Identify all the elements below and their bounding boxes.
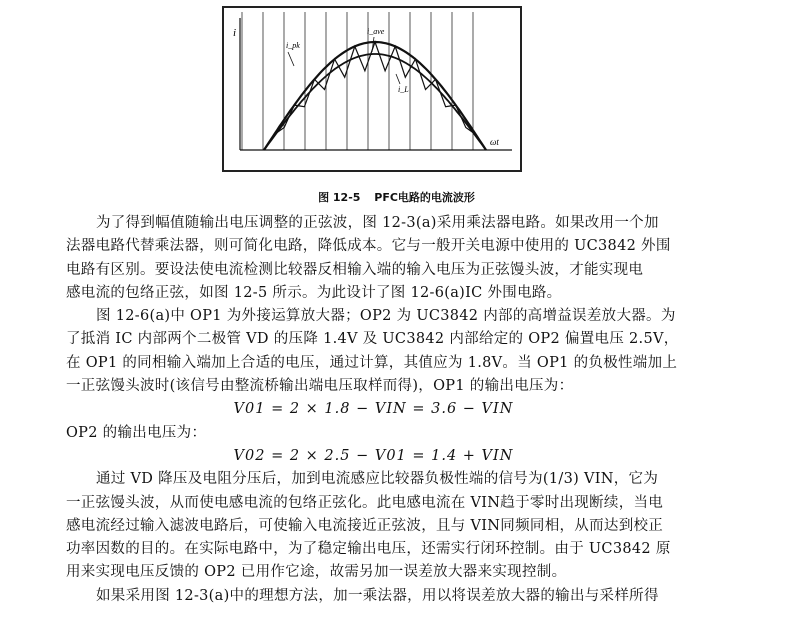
text-line: 电路有区别。要设法使电流检测比较器反相输入端的输入电压为正弦馒头波，才能实现电: [66, 261, 644, 278]
text-line: 在 OP1 的同相输入端加上合适的电压，通过计算，其值应为 1.8V。当 OP1 的负极性端加上: [66, 354, 678, 371]
peak-current-envelope: [264, 42, 486, 150]
il-label: i_L: [398, 85, 409, 94]
axis-i-label: i: [233, 27, 237, 39]
text-line: 功率因数的目的。在实际电路中，为了稳定输出电压，还需实行闭环控制。由于 UC3842 原: [66, 541, 671, 558]
il-leader-line: [396, 74, 400, 84]
figure-number: 图 12-5: [318, 191, 361, 204]
text-line: 感电流的包络正弦，如图 12-5 所示。为此设计了图 12-6(a)IC 外围电路。: [66, 284, 562, 301]
text-line: 图 12-6(a)中 OP1 为外接运算放大器；OP2 为 UC3842 内部的高增益误差放大器。为: [96, 308, 676, 325]
figure-title: PFC电路的电流波形: [374, 191, 475, 204]
text-line: 通过 VD 降压及电阻分压后，加到电流感应比较器负极性端的信号为(1/3) VIN，它为: [96, 471, 659, 488]
text-line: 一正弦馒头波，从而使电感电流的包络正弦化。此电感电流在 VIN趋于零时出现断续，当电: [66, 494, 664, 511]
axis-wt-label: ωt: [490, 137, 499, 147]
formula-op1-output: V01 = 2 × 1.8 − VIN = 3.6 − VIN: [233, 401, 514, 418]
ipeak-label: i_pk: [286, 41, 300, 50]
text-line: 感电流经过输入滤波电路后，可使输入电流接近正弦波，且与 VIN同频同相，从而达到校正: [66, 517, 664, 534]
figure-caption: [0, 189, 793, 205]
text-line: 了抵消 IC 内部两个二极管 VD 的压降 1.4V 及 UC3842 内部给定的 OP2 偏置电压 2.5V，: [66, 331, 679, 348]
iave-label: i_ave: [367, 27, 385, 36]
inductor-current-sawtooth: [264, 42, 486, 150]
current-waveform-diagram: [224, 8, 520, 170]
text-line: 一正弦馒头波时(该信号由整流桥输出端电压取样而得)，OP1 的输出电压为：: [66, 378, 574, 395]
text-line: 法器电路代替乘法器，则可简化电路，降低成本。它与一般开关电源中使用的 UC3842 外围: [66, 238, 671, 255]
text-line: 如果采用图 12-3(a)中的理想方法，加一乘法器，用以将误差放大器的输出与采样所得: [96, 587, 659, 604]
text-line: 用来实现电压反馈的 OP2 已用作它途，故需另加一误差放大器来实现控制。: [66, 564, 567, 581]
ipeak-leader-line: [288, 52, 294, 66]
text-line: 为了得到幅值随输出电压调整的正弦波，图 12-3(a)采用乘法器电路。如果改用一个加: [96, 215, 659, 231]
body-text: [66, 212, 681, 608]
text-line: OP2 的输出电压为：: [66, 424, 207, 441]
figure-12-5-waveform: [222, 6, 522, 172]
formula-op2-output: V02 = 2 × 2.5 − V01 = 1.4 + VIN: [233, 447, 514, 464]
